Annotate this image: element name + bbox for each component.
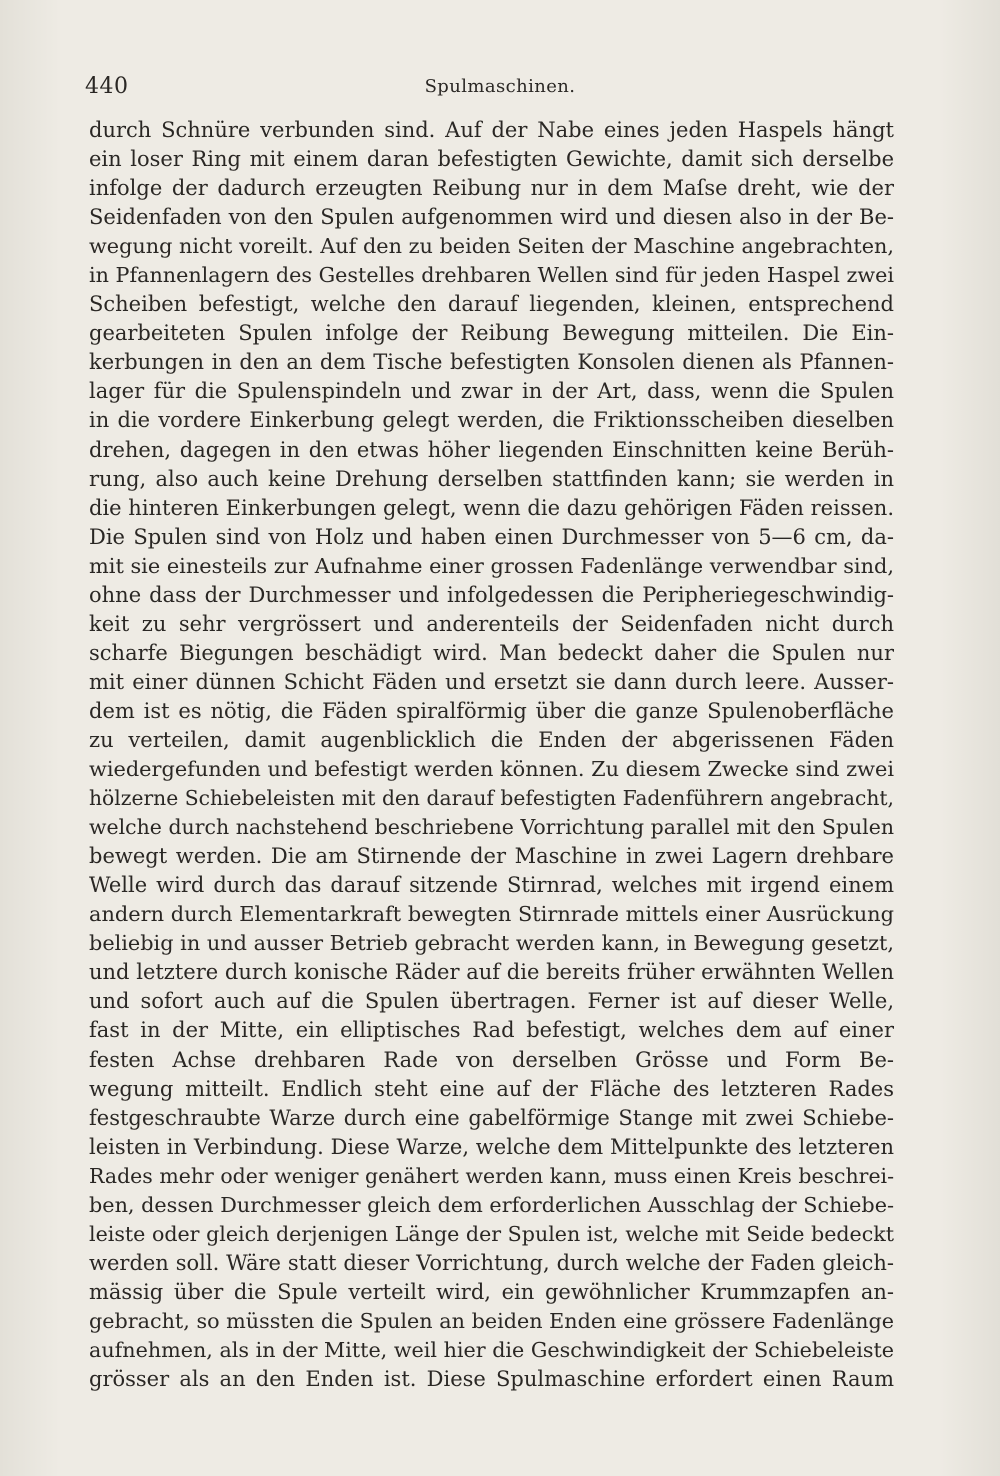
text-line: gebracht, so müssten die Spulen an beiden Enden eine grössere Fadenlänge — [89, 1308, 894, 1333]
text-line: Welle wird durch das darauf sitzende Stirnrad, welches mit irgend einem — [89, 873, 894, 898]
running-head: Spulmaschinen. — [424, 76, 576, 97]
text-line: ohne dass der Durchmesser und infolgedessen die Peripheriegeschwindig- — [89, 582, 894, 607]
text-line: wegung nicht voreilt. Auf den zu beiden Seiten der Maschine angebrachten, — [89, 234, 894, 259]
text-line: zu verteilen, damit augenblicklich die Enden der abgerissenen Fäden — [89, 727, 894, 752]
text-line: ein loser Ring mit einem daran befestigten Gewichte, damit sich derselbe — [89, 147, 894, 172]
text-line: mässig über die Spule verteilt wird, ein gewöhnlicher Krummzapfen an- — [89, 1279, 894, 1304]
text-line: mit sie einesteils zur Aufnahme einer grossen Fadenlänge verwendbar sind, — [89, 553, 894, 578]
text-line: andern durch Elementarkraft bewegten Stirnrade mittels einer Ausrückung — [89, 902, 894, 927]
text-line: wiedergefunden und befestigt werden können. Zu diesem Zwecke sind zwei — [89, 757, 894, 782]
text-line: leisten in Verbindung. Diese Warze, welche dem Mittelpunkte des letzteren — [89, 1134, 894, 1159]
text-line: festgeschraubte Warze durch eine gabelförmige Stange mit zwei Schiebe- — [89, 1105, 894, 1130]
text-line: bewegt werden. Die am Stirnende der Maschine in zwei Lagern drehbare — [89, 844, 894, 869]
text-line: drehen, dagegen in den etwas höher liegenden Einschnitten keine Berüh- — [89, 437, 894, 462]
text-line: lager für die Spulenspindeln und zwar in der Art, dass, wenn die Spulen — [89, 379, 894, 404]
text-line: leiste oder gleich derjenigen Länge der Spulen ist, welche mit Seide bedeckt — [89, 1221, 894, 1246]
text-line: grösser als an den Enden ist. Diese Spulmaschine erfordert einen Raum — [89, 1367, 894, 1392]
text-line: keit zu sehr vergrössert und anderenteils der Seidenfaden nicht durch — [89, 611, 894, 636]
text-line: Seidenfaden von den Spulen aufgenommen wird und diesen also in der Be- — [89, 205, 894, 230]
text-line: festen Achse drehbaren Rade von derselben Grösse und Form Be- — [89, 1047, 894, 1072]
text-line: aufnehmen, als in der Mitte, weil hier die Geschwindigkeit der Schiebeleiste — [89, 1337, 894, 1362]
text-line: durch Schnüre verbunden sind. Auf der Nabe eines jeden Haspels hängt — [89, 118, 894, 142]
text-line: in Pfannenlagern des Gestelles drehbaren Wellen sind für jeden Haspel zwei — [89, 263, 894, 288]
text-line: ben, dessen Durchmesser gleich dem erforderlichen Ausschlag der Schiebe- — [89, 1192, 894, 1217]
text-line: Scheiben befestigt, welche den darauf liegenden, kleinen, entsprechend — [89, 292, 894, 317]
text-line: fast in der Mitte, ein elliptisches Rad befestigt, welches dem auf einer — [89, 1018, 894, 1043]
text-line: dem ist es nötig, die Fäden spiralförmig über die ganze Spulenoberfläche — [89, 698, 894, 723]
text-line: infolge der dadurch erzeugten Reibung nur in dem Maſse dreht, wie der — [89, 176, 894, 201]
text-line: in die vordere Einkerbung gelegt werden, die Friktionsscheiben dieselben — [89, 408, 894, 433]
text-line: Die Spulen sind von Holz und haben einen Durchmesser von 5—6 cm, da- — [89, 524, 894, 549]
text-line: gearbeiteten Spulen infolge der Reibung Bewegung mitteilen. Die Ein- — [89, 321, 894, 346]
text-line: und sofort auch auf die Spulen übertragen. Ferner ist auf dieser Welle, — [89, 989, 894, 1014]
text-line: die hinteren Einkerbungen gelegt, wenn die dazu gehörigen Fäden reissen. — [89, 495, 894, 520]
text-line: hölzerne Schiebeleisten mit den darauf befestigten Fadenführern angebracht, — [89, 786, 894, 811]
text-line: kerbungen in den an dem Tische befestigten Konsolen dienen als Pfannen- — [89, 350, 894, 375]
text-line: welche durch nachstehend beschriebene Vorrichtung parallel mit den Spulen — [89, 815, 894, 840]
text-line: scharfe Biegungen beschädigt wird. Man bedeckt daher die Spulen nur — [89, 640, 894, 665]
text-line: Rades mehr oder weniger genähert werden kann, muss einen Kreis beschrei- — [89, 1163, 894, 1188]
page-number: 440 — [85, 74, 129, 99]
text-line: und letztere durch konische Räder auf die bereits früher erwähnten Wellen — [89, 960, 894, 985]
text-line: mit einer dünnen Schicht Fäden und ersetzt sie dann durch leere. Ausser- — [89, 669, 894, 694]
text-line: werden soll. Wäre statt dieser Vorrichtung, durch welche der Faden gleich- — [89, 1250, 894, 1275]
text-line: beliebig in und ausser Betrieb gebracht werden kann, in Bewegung gesetzt, — [89, 931, 894, 956]
body-text — [89, 116, 894, 1394]
text-line: wegung mitteilt. Endlich steht eine auf der Fläche des letzteren Rades — [89, 1076, 894, 1101]
text-line: rung, also auch keine Drehung derselben stattfinden kann; sie werden in — [89, 466, 894, 491]
